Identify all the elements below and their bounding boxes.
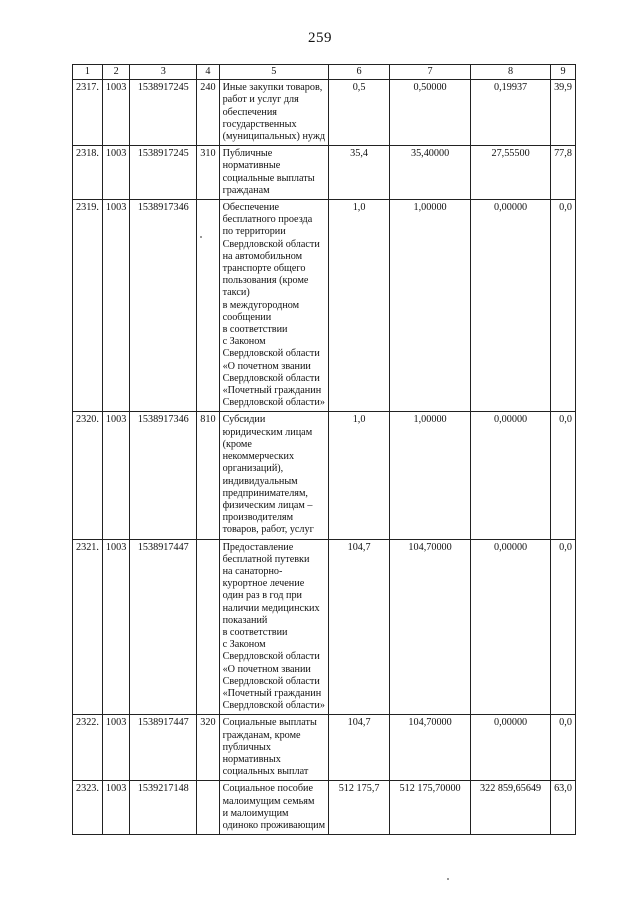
- expense-name-line: предпринимателям,: [222, 487, 308, 499]
- column-header: 9: [551, 65, 576, 80]
- expense-type-cell: [197, 200, 219, 412]
- expense-type-cell: 810: [197, 412, 219, 539]
- expense-name-line: работ и услуг для: [222, 94, 299, 106]
- expense-name-line: государственных: [222, 118, 297, 130]
- expense-name-line: в соответствии: [222, 626, 288, 638]
- execution-percent-cell: 0,0: [551, 539, 576, 715]
- approved-amount-cell: 104,70000: [390, 539, 471, 715]
- plan-amount-cell: 1,0: [329, 200, 390, 412]
- expense-name-line: гражданам, кроме: [222, 729, 301, 741]
- executed-amount-cell: 0,00000: [471, 412, 551, 539]
- expense-type-cell: [197, 781, 219, 835]
- expense-name-line: бесплатного проезда: [222, 214, 313, 226]
- row-number-cell: 2317.: [73, 80, 103, 146]
- expense-name-line: пользования (кроме: [222, 275, 309, 287]
- plan-amount-cell: 1,0: [329, 412, 390, 539]
- approved-amount-cell: 35,40000: [390, 146, 471, 200]
- column-header: 6: [329, 65, 390, 80]
- expense-name-line: товаров, работ, услуг: [222, 524, 314, 536]
- expense-name-line: сообщении: [222, 311, 272, 323]
- column-header: 5: [219, 65, 329, 80]
- expense-type-cell: 320: [197, 715, 219, 781]
- expense-name-line: и малоимущим: [222, 807, 289, 819]
- target-code-cell: 1538917245: [130, 146, 197, 200]
- section-code-cell: 1003: [102, 412, 129, 539]
- table-row: [73, 80, 576, 146]
- approved-amount-cell: 512 175,70000: [390, 781, 471, 835]
- target-code-cell: 1538917447: [130, 539, 197, 715]
- expense-name-line: «О почетном звании: [222, 663, 311, 675]
- expense-name-line: с Законом: [222, 639, 266, 651]
- expense-name-line: Публичные: [222, 148, 273, 160]
- expense-name-line: по территории: [222, 226, 286, 238]
- expense-name-line: «О почетном звании: [222, 360, 311, 372]
- execution-percent-cell: 0,0: [551, 200, 576, 412]
- budget-table: [72, 64, 576, 835]
- expense-name-line: физическим лицам –: [222, 499, 313, 511]
- expense-name-cell: [219, 715, 329, 781]
- expense-name-line: на санаторно-: [222, 565, 283, 577]
- expense-name-line: нормативных: [222, 753, 281, 765]
- expense-name-line: Свердловской области»: [222, 397, 325, 409]
- expense-name-line: Свердловской области: [222, 372, 320, 384]
- approved-amount-cell: 1,00000: [390, 200, 471, 412]
- row-number-cell: 2322.: [73, 715, 103, 781]
- approved-amount-cell: 104,70000: [390, 715, 471, 781]
- expense-type-cell: 310: [197, 146, 219, 200]
- expense-name-line: «Почетный гражданин: [222, 385, 322, 397]
- expense-name-line: Свердловской области: [222, 348, 320, 360]
- column-header: 8: [471, 65, 551, 80]
- section-code-cell: 1003: [102, 715, 129, 781]
- section-code-cell: 1003: [102, 781, 129, 835]
- executed-amount-cell: 0,00000: [471, 200, 551, 412]
- plan-amount-cell: 104,7: [329, 715, 390, 781]
- approved-amount-cell: 0,50000: [390, 80, 471, 146]
- execution-percent-cell: 63,0: [551, 781, 576, 835]
- scan-speck: [200, 236, 202, 238]
- column-header: 7: [390, 65, 471, 80]
- expense-name-line: юридическим лицам: [222, 426, 313, 438]
- expense-name-line: курортное лечение: [222, 578, 305, 590]
- executed-amount-cell: 0,00000: [471, 539, 551, 715]
- execution-percent-cell: 39,9: [551, 80, 576, 146]
- table-header: [73, 65, 576, 80]
- expense-name-cell: [219, 539, 329, 715]
- row-number-cell: 2318.: [73, 146, 103, 200]
- expense-name-line: Предоставление: [222, 541, 294, 553]
- column-header: 1: [73, 65, 103, 80]
- plan-amount-cell: 0,5: [329, 80, 390, 146]
- expense-name-line: малоимущим семьям: [222, 795, 315, 807]
- executed-amount-cell: 0,00000: [471, 715, 551, 781]
- execution-percent-cell: 77,8: [551, 146, 576, 200]
- expense-name-line: индивидуальным: [222, 475, 298, 487]
- expense-name-line: Социальное пособие: [222, 783, 314, 795]
- execution-percent-cell: 0,0: [551, 412, 576, 539]
- table-row: [73, 200, 576, 412]
- row-number-cell: 2319.: [73, 200, 103, 412]
- table-row: [73, 146, 576, 200]
- expense-name-line: транспорте общего: [222, 263, 306, 275]
- target-code-cell: 1539217148: [130, 781, 197, 835]
- expense-name-line: показаний: [222, 614, 268, 626]
- expense-name-line: одиноко проживающим: [222, 819, 326, 831]
- executed-amount-cell: 322 859,65649: [471, 781, 551, 835]
- table-row: [73, 412, 576, 539]
- expense-name-line: Социальные выплаты: [222, 717, 317, 729]
- expense-name-line: некоммерческих: [222, 451, 295, 463]
- expense-name-line: в соответствии: [222, 324, 288, 336]
- expense-name-line: на автомобильном: [222, 250, 303, 262]
- expense-name-line: наличии медицинских: [222, 602, 320, 614]
- table-row: [73, 781, 576, 835]
- expense-type-cell: 240: [197, 80, 219, 146]
- table-body: [73, 80, 576, 835]
- execution-percent-cell: 0,0: [551, 715, 576, 781]
- expense-name-line: производителям: [222, 512, 294, 524]
- column-header: 4: [197, 65, 219, 80]
- expense-name-line: Обеспечение: [222, 202, 280, 214]
- expense-name-line: Субсидии: [222, 414, 266, 426]
- expense-name-line: социальные выплаты: [222, 172, 315, 184]
- approved-amount-cell: 1,00000: [390, 412, 471, 539]
- expense-name-line: (кроме: [222, 438, 252, 450]
- row-number-cell: 2321.: [73, 539, 103, 715]
- plan-amount-cell: 104,7: [329, 539, 390, 715]
- section-code-cell: 1003: [102, 539, 129, 715]
- expense-name-line: гражданам: [222, 184, 270, 196]
- expense-type-cell: [197, 539, 219, 715]
- expense-name-line: один раз в год при: [222, 590, 303, 602]
- expense-name-line: (муниципальных) нужд: [222, 131, 326, 143]
- expense-name-line: такси): [222, 287, 250, 299]
- expense-name-cell: [219, 146, 329, 200]
- page-number: 259: [308, 30, 332, 46]
- row-number-cell: 2320.: [73, 412, 103, 539]
- table-row: [73, 539, 576, 715]
- expense-name-line: нормативные: [222, 160, 281, 172]
- expense-name-cell: [219, 80, 329, 146]
- expense-name-line: бесплатной путевки: [222, 553, 310, 565]
- executed-amount-cell: 0,19937: [471, 80, 551, 146]
- section-code-cell: 1003: [102, 200, 129, 412]
- expense-name-cell: [219, 781, 329, 835]
- executed-amount-cell: 27,55500: [471, 146, 551, 200]
- column-header: 2: [102, 65, 129, 80]
- expense-name-cell: [219, 412, 329, 539]
- expense-name-line: «Почетный гражданин: [222, 687, 322, 699]
- section-code-cell: 1003: [102, 80, 129, 146]
- expense-name-line: Свердловской области: [222, 675, 320, 687]
- target-code-cell: 1538917245: [130, 80, 197, 146]
- expense-name-line: с Законом: [222, 336, 266, 348]
- column-header: 3: [130, 65, 197, 80]
- expense-name-line: Свердловской области»: [222, 700, 325, 712]
- plan-amount-cell: 512 175,7: [329, 781, 390, 835]
- expense-name-line: Свердловской области: [222, 651, 320, 663]
- expense-name-line: обеспечения: [222, 106, 277, 118]
- expense-name-line: в междугородном: [222, 299, 300, 311]
- target-code-cell: 1538917346: [130, 412, 197, 539]
- expense-name-line: социальных выплат: [222, 766, 309, 778]
- table-row: [73, 715, 576, 781]
- expense-name-line: Свердловской области: [222, 238, 320, 250]
- expense-name-line: Иные закупки товаров,: [222, 82, 323, 94]
- expense-name-line: публичных: [222, 741, 271, 753]
- row-number-cell: 2323.: [73, 781, 103, 835]
- expense-name-line: организаций),: [222, 463, 284, 475]
- target-code-cell: 1538917447: [130, 715, 197, 781]
- target-code-cell: 1538917346: [130, 200, 197, 412]
- section-code-cell: 1003: [102, 146, 129, 200]
- plan-amount-cell: 35,4: [329, 146, 390, 200]
- scan-speck: [447, 878, 449, 880]
- expense-name-cell: [219, 200, 329, 412]
